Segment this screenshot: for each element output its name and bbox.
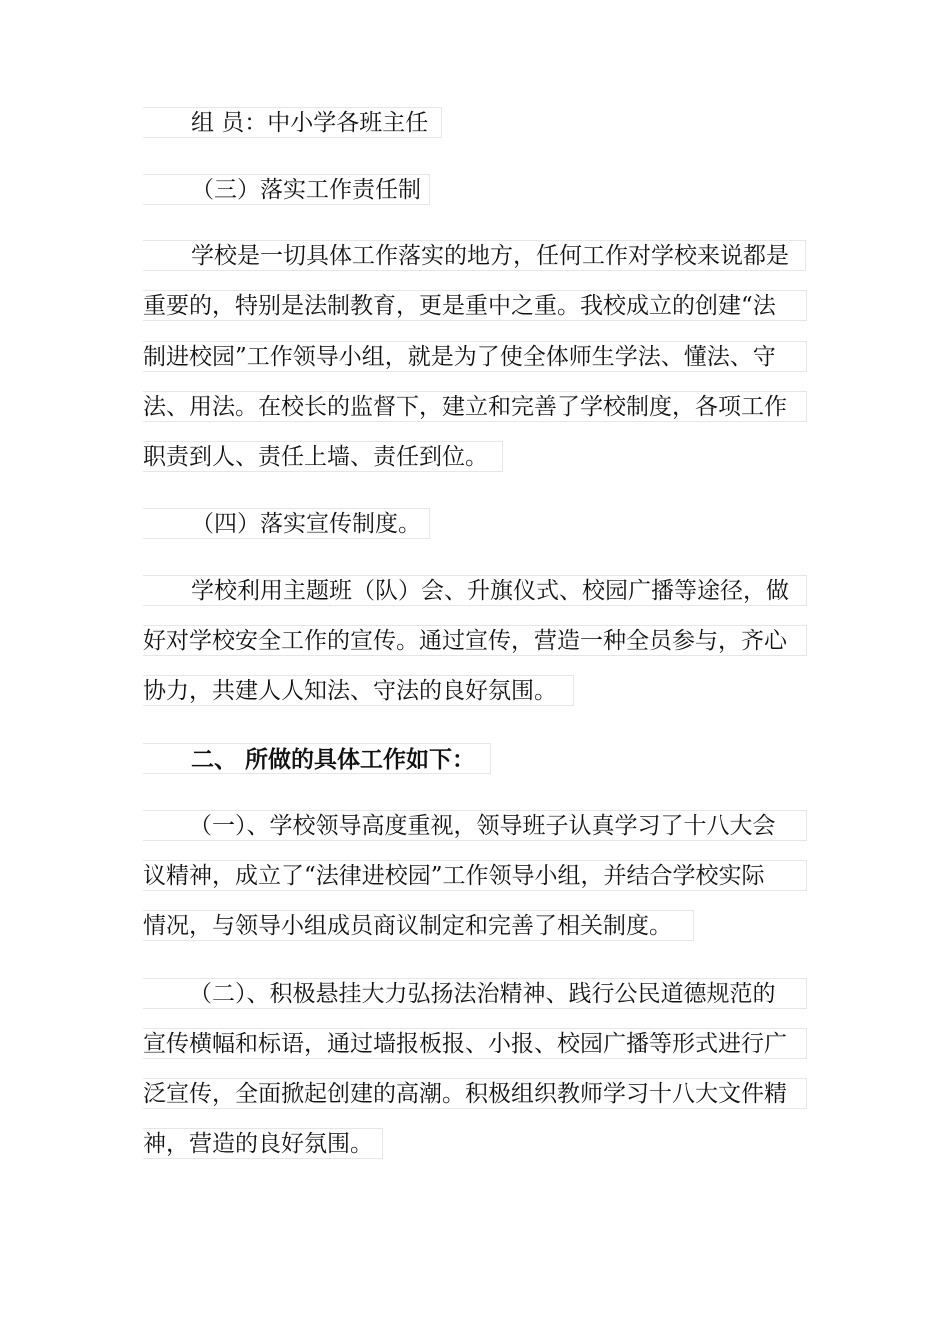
text-line	[143, 1128, 383, 1159]
text-line	[143, 978, 807, 1009]
line-text: （三）落实工作责任制	[191, 177, 421, 203]
text-line	[143, 675, 574, 706]
line-text: 好对学校安全工作的宣传。通过宣传，营造一种全员参与，齐心	[143, 628, 787, 654]
text-line	[143, 575, 807, 606]
section-title	[143, 743, 491, 774]
text-line	[143, 810, 807, 841]
text-line	[143, 441, 503, 472]
text-line	[143, 1078, 807, 1109]
line-text: 议精神，成立了“法律进校园”工作领导小组，并结合学校实际	[143, 863, 765, 889]
line-text: 重要的，特别是法制教育，更是重中之重。我校成立的创建“法	[143, 293, 776, 319]
line-text: 制进校园”工作领导小组，就是为了使全体师生学法、懂法、守	[143, 344, 776, 370]
line-text: 神，营造的良好氛围。	[143, 1131, 373, 1157]
line-text: （一）、学校领导高度重视，领导班子认真学习了十八大会	[189, 813, 776, 839]
text-line	[143, 860, 807, 891]
text-line	[143, 341, 807, 372]
line-text: 二、 所做的具体工作如下：	[191, 746, 476, 773]
text-line	[143, 625, 807, 656]
line-text: 协力，共建人人知法、守法的良好氛围。	[143, 678, 557, 704]
text-line	[143, 240, 806, 271]
line-text: 职责到人、责任上墙、责任到位。	[143, 444, 488, 470]
line-text: 学校是一切具体工作落实的地方，任何工作对学校来说都是	[191, 243, 789, 269]
line-text: 学校利用主题班（队）会、升旗仪式、校园广播等途径，做	[191, 578, 789, 604]
line-text: 情况，与领导小组成员商议制定和完善了相关制度。	[143, 913, 672, 939]
line-text: 宣传横幅和标语，通过墙报板报、小报、校园广播等形式进行广	[143, 1031, 787, 1057]
line-text: 泛宣传，全面掀起创建的高潮。积极组织教师学习十八大文件精	[143, 1081, 787, 1107]
text-line	[143, 391, 807, 422]
text-line	[143, 910, 694, 941]
line-text: （四）落实宣传制度。	[191, 511, 421, 537]
text-line	[143, 107, 442, 138]
section-heading	[143, 174, 430, 205]
line-text: 组 员：中小学各班主任	[191, 110, 429, 136]
text-line	[143, 1028, 807, 1059]
line-text: 法、用法。在校长的监督下，建立和完善了学校制度，各项工作	[143, 394, 787, 420]
line-text: （二）、积极悬挂大力弘扬法治精神、践行公民道德规范的	[189, 981, 776, 1007]
section-heading	[143, 508, 430, 539]
text-line	[143, 290, 807, 321]
